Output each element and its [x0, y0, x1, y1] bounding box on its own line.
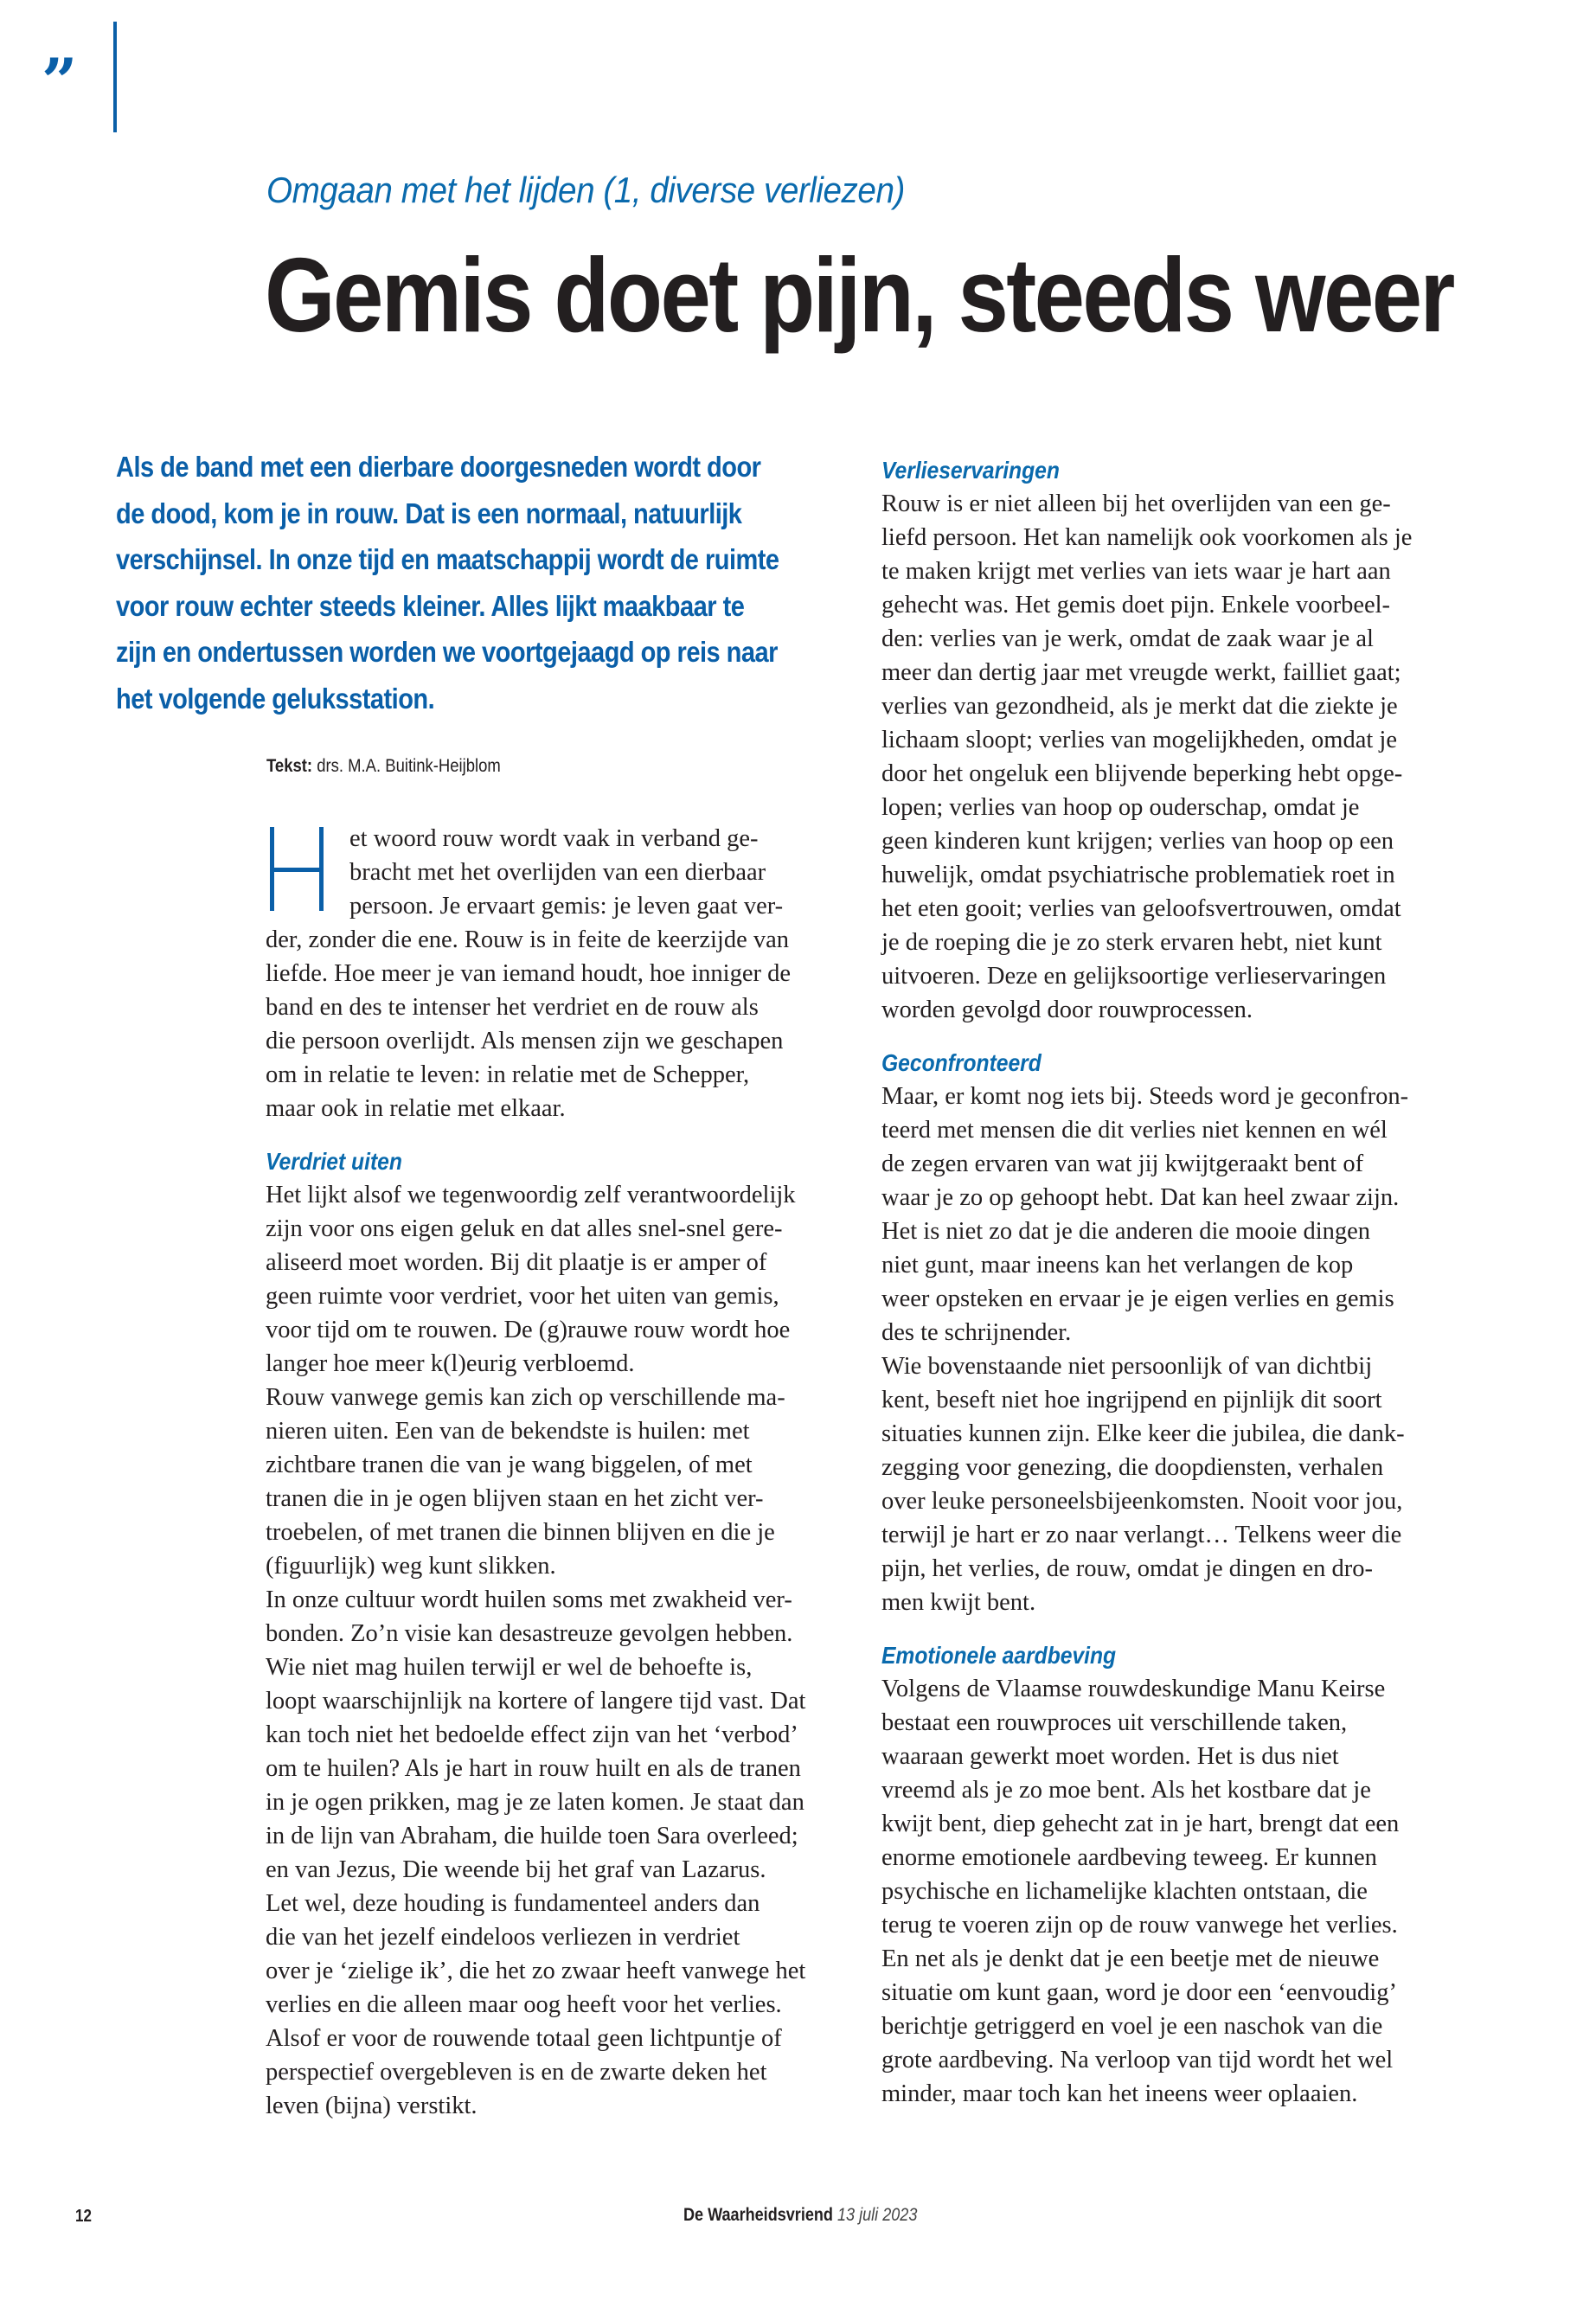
text-line: Het lijkt alsof we tegenwoordig zelf verantwoordelijk [266, 1182, 796, 1208]
text-line: kwijt bent, diep gehecht zat in je hart, brengt dat een [881, 1811, 1400, 1837]
text-line: geen ruimte voor verdriet, voor het uiten van gemis, [266, 1283, 779, 1310]
section-heading: Geconfronteerd [881, 1049, 1042, 1076]
text-line: situatie om kunt gaan, word je door een ‘eenvoudig’ [881, 1979, 1397, 2006]
text-line: In onze cultuur wordt huilen soms met zwakheid ver- [266, 1586, 792, 1613]
text-line: de zegen ervaren van wat jij kwijtgeraakt bent of [881, 1150, 1364, 1177]
spacer [881, 1619, 1470, 1638]
text-line: (figuurlijk) weg kunt slikken. [266, 1553, 556, 1580]
spacer [881, 1027, 1470, 1046]
text-line: liefde. Hoe meer je van iemand houdt, hoe inniger de [266, 960, 791, 987]
section-heading: Verlieservaringen [881, 457, 1060, 484]
text-line: troebelen, of met tranen die binnen blijven en die je [266, 1519, 775, 1546]
text-line: psychische en lichamelijke klachten ontstaan, die [881, 1878, 1368, 1905]
text-line: den: verlies van je werk, omdat de zaak waar je al [881, 625, 1374, 652]
text-line: Wie niet mag huilen terwijl er wel de behoefte is, [266, 1654, 753, 1681]
text-line: verlies en die alleen maar oog heeft voor het verlies. [266, 1991, 782, 2018]
text-line: des te schrijnender. [881, 1319, 1072, 1346]
text-line: teerd met mensen die dit verlies niet kennen en wél [881, 1117, 1388, 1144]
text-line: voor tijd om te rouwen. De (g)rauwe rouw wordt hoe [266, 1317, 791, 1343]
right-column [881, 453, 1470, 2111]
text-line: bestaat een rouwproces uit verschillende taken, [881, 1709, 1348, 1736]
text-line: die persoon overlijdt. Als mensen zijn we geschapen [266, 1028, 784, 1054]
lead-line: voor rouw echter steeds kleiner. Alles lijkt maakbaar te [116, 589, 745, 622]
section-verdriet-uiten [266, 1144, 836, 2123]
text-line: minder, maar toch kan het ineens weer oplaaien. [881, 2080, 1358, 2107]
text-line: verlies van gezondheid, als je merkt dat die ziekte je [881, 693, 1398, 720]
text-line: maar ook in relatie met elkaar. [266, 1095, 566, 1122]
text-line: om in relatie te leven: in relatie met de Schepper, [266, 1061, 750, 1088]
byline-author: drs. M.A. Buitink-Heijblom [317, 756, 501, 776]
text-line: langer hoe meer k(l)eurig verbloemd. [266, 1350, 635, 1377]
text-line: pijn, het verlies, de rouw, omdat je dingen en dro- [881, 1555, 1373, 1582]
text-line: en van Jezus, Die weende bij het graf van Lazarus. [266, 1856, 766, 1883]
text-line: zegging voor genezing, die doopdiensten, verhalen [881, 1454, 1384, 1481]
lead-line: verschijnsel. In onze tijd en maatschappij wordt de ruimte [116, 543, 779, 575]
text-line: meer dan dertig jaar met vreugde werkt, failliet gaat; [881, 659, 1401, 686]
publication-date: 13 juli 2023 [836, 2205, 918, 2225]
text-line: bonden. Zo’n visie kan desastreuze gevolgen hebben. [266, 1620, 793, 1647]
lead-line: zijn en ondertussen worden we voortgejaagd op reis naar [116, 636, 778, 668]
quote-mark-icon: ” [42, 44, 74, 118]
text-line: terwijl je hart er zo naar verlangt… Telkens weer die [881, 1522, 1402, 1548]
text-line: Het is niet zo dat je die anderen die mooie dingen [881, 1218, 1371, 1245]
left-column [266, 822, 836, 2123]
text-line: geen kinderen kunt krijgen; verlies van hoop op een [881, 828, 1394, 855]
text-line: het eten gooit; verlies van geloofsvertrouwen, omdat [881, 895, 1401, 922]
text-line: liefd persoon. Het kan namelijk ook voorkomen als je [881, 524, 1413, 551]
byline [266, 756, 501, 777]
text-line: niet gunt, maar ineens kan het verlangen de kop [881, 1252, 1354, 1279]
text-line: et woord rouw wordt vaak in verband ge- [349, 825, 759, 852]
text-line: je de roeping die je zo sterk ervaren hebt, niet kunt [881, 929, 1382, 956]
text-line: in je ogen prikken, mag je ze laten komen. Je staat dan [266, 1789, 804, 1816]
section-heading: Verdriet uiten [266, 1148, 402, 1175]
text-line: die van het jezelf eindeloos verliezen in verdriet [266, 1924, 740, 1951]
vertical-rule [113, 22, 117, 132]
text-line: om te huilen? Als je hart in rouw huilt en als de tranen [266, 1755, 801, 1782]
lead-line: Als de band met een dierbare doorgesneden wordt door [116, 451, 761, 483]
article-lead [116, 444, 877, 721]
text-line: grote aardbeving. Na verloop van tijd wordt het wel [881, 2047, 1394, 2073]
text-line: Maar, er komt nog iets bij. Steeds word je geconfron- [881, 1083, 1409, 1110]
text-line: berichtje getriggerd en voel je een naschok van die [881, 2013, 1383, 2040]
text-line: terug te voeren zijn op de rouw vanwege het verlies. [881, 1912, 1398, 1939]
section-verlieservaringen [881, 453, 1470, 1027]
text-line: te maken krijgt met verlies van iets waar je hart aan [881, 558, 1391, 585]
publication-footer [683, 2205, 917, 2226]
text-line: Rouw is er niet alleen bij het overlijden van een ge- [881, 490, 1391, 517]
text-line: waaraan gewerkt moet worden. Het is dus niet [881, 1743, 1339, 1770]
text-line: waar je zo op gehoopt hebt. Dat kan heel zwaar zijn. [881, 1184, 1400, 1211]
text-line: over leuke personeelsbijeenkomsten. Nooit voor jou, [881, 1488, 1403, 1515]
article-headline: Gemis doet pijn, steeds weer [265, 236, 1453, 354]
lead-line: de dood, kom je in rouw. Dat is een normaal, natuurlijk [116, 497, 742, 529]
text-line: perspectief overgebleven is en de zwarte deken het [266, 2059, 767, 2086]
text-line: situaties kunnen zijn. Elke keer die jubilea, die dank- [881, 1420, 1405, 1447]
text-line: over je ‘zielige ik’, die het zo zwaar heeft vanwege het [266, 1958, 806, 1984]
text-line: der, zonder die ene. Rouw is in feite de keerzijde van [266, 926, 790, 953]
text-line: persoon. Je ervaart gemis: je leven gaat ver- [349, 893, 784, 920]
publication-name: De Waarheidsvriend [683, 2205, 833, 2225]
text-line: loopt waarschijnlijk na kortere of langere tijd vast. Dat [266, 1688, 806, 1715]
text-line: vreemd als je zo moe bent. Als het kostbare dat je [881, 1777, 1371, 1804]
text-line: huwelijk, omdat psychiatrische problematiek roet in [881, 862, 1395, 888]
text-line: in de lijn van Abraham, die huilde toen Sara overleed; [266, 1823, 798, 1849]
section-emotionele-aardbeving [881, 1638, 1470, 2111]
text-line: lopen; verlies van hoop op ouderschap, omdat je [881, 794, 1360, 821]
article-kicker: Omgaan met het lijden (1, diverse verliezen) [266, 170, 905, 210]
text-line: gehecht was. Het gemis doet pijn. Enkele voorbeel- [881, 592, 1391, 619]
text-line: door het ongeluk een blijvende beperking hebt opge- [881, 760, 1403, 787]
section-heading: Emotionele aardbeving [881, 1642, 1117, 1669]
byline-label: Tekst: [266, 756, 313, 776]
text-line: leven (bijna) verstikt. [266, 2093, 478, 2119]
intro-paragraph [266, 822, 836, 1125]
text-line: men kwijt bent. [881, 1589, 1036, 1616]
text-line: nieren uiten. Een van de bekendste is huilen: met [266, 1418, 750, 1445]
lead-line: het volgende geluksstation. [116, 682, 435, 715]
spacer [266, 1125, 836, 1144]
text-line: worden gevolgd door rouwprocessen. [881, 997, 1253, 1023]
text-line: kan toch niet het bedoelde effect zijn van het ‘verbod’ [266, 1721, 798, 1748]
text-line: Wie bovenstaande niet persoonlijk of van dichtbij [881, 1353, 1373, 1380]
text-line: band en des te intenser het verdriet en de rouw als [266, 994, 759, 1021]
text-line: enorme emotionele aardbeving teweeg. Er kunnen [881, 1844, 1377, 1871]
text-line: tranen die in je ogen blijven staan en het zicht ver- [266, 1485, 764, 1512]
text-line: En net als je denkt dat je een beetje met de nieuwe [881, 1945, 1380, 1972]
text-line: aliseerd moet worden. Bij dit plaatje is er amper of [266, 1249, 767, 1276]
text-line: weer opsteken en ervaar je je eigen verlies en gemis [881, 1285, 1394, 1312]
text-line: bracht met het overlijden van een dierbaar [349, 859, 766, 886]
text-line: Volgens de Vlaamse rouwdeskundige Manu Keirse [881, 1676, 1386, 1702]
text-line: Let wel, deze houding is fundamenteel anders dan [266, 1890, 760, 1917]
text-line: zichtbare tranen die van je wang biggelen, of met [266, 1452, 753, 1478]
page-number: 12 [75, 2207, 92, 2226]
text-line: kent, beseft niet hoe ingrijpend en pijnlijk dit soort [881, 1387, 1382, 1413]
text-line: zijn voor ons eigen geluk en dat alles snel-snel gere- [266, 1215, 783, 1242]
text-line: Rouw vanwege gemis kan zich op verschillende ma- [266, 1384, 785, 1411]
text-line: lichaam sloopt; verlies van mogelijkheden, omdat je [881, 727, 1397, 753]
section-geconfronteerd [881, 1046, 1470, 1619]
text-line: uitvoeren. Deze en gelijksoortige verlieservaringen [881, 963, 1387, 990]
text-line: Alsof er voor de rouwende totaal geen lichtpuntje of [266, 2025, 782, 2052]
